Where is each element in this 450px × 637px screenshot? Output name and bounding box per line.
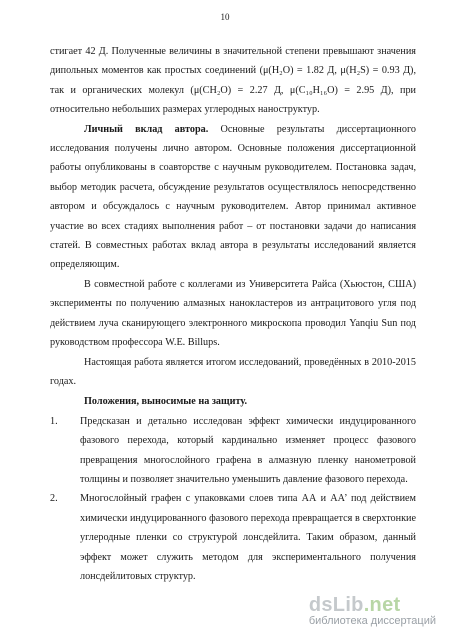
- author-contribution-heading: Личный вклад автора.: [84, 123, 209, 135]
- watermark-logo-accent: .net: [363, 594, 401, 616]
- paragraph-author-contribution: [50, 120, 416, 275]
- document-body: [50, 42, 416, 586]
- watermark-tagline: библиотека диссертаций: [308, 615, 436, 627]
- dslib-watermark: [309, 594, 436, 627]
- list-item: [50, 412, 416, 490]
- paragraph-joint-work: В совместной работе с коллегами из Университета Райса (Хьюстон, США) эксперименты по получению алмазных нанокластеров из антрацитового угля под действием луча сканирующего электронного микроскопа проводил Yanqiu Sun под руководством профессора W.E. Billups.: [50, 278, 416, 349]
- page-number: 10: [220, 12, 230, 22]
- watermark-logo: [309, 594, 436, 617]
- list-item-text: Многослойный графен с упаковками слоев типа АА и АА’ под действием химически индуцированного фазового перехода превращается в сверхтонкие углеродные пленки со структурой лонсдейлита. Таким образом, данный эффект может служить методом для экспериментального получения лонсдейлитовых структур.: [80, 493, 416, 582]
- list-item-text: Предсказан и детально исследован эффект химически индуцированного фазового перехода, который кардинально изменяет процесс фазового превращения многослойного графена в алмазную пленку нанометровой толщины и позволяет значительно уменьшить давление фазового перехода.: [80, 415, 416, 485]
- defense-heading: Положения, выносимые на защиту.: [84, 396, 247, 408]
- list-item: [50, 489, 416, 586]
- author-contribution-text: Основные результаты диссертационного исследования получены лично автором. Основные положения диссертационной работы опубликованы в соавторстве с научным руководителем. Постановка задач, выбор методик расчета, обсуждение результатов осуществлялось непосредственно автором и обсуждалось с научным руководителем. Автор принимал активное участие во всех стадиях выполнения работ – от постановки задачи до написания статей. В совместных работах вклад автора в результаты исследований является определяющим.: [50, 123, 416, 271]
- watermark-logo-main: dsLib: [308, 594, 364, 616]
- list-item-number: 2.: [50, 493, 58, 505]
- paragraph-dipole-moments: стигает 42 Д. Полученные величины в значительной степени превышают значения дипольных моментов как простых соединений (μ(H₂O) = 1.82 Д, μ(H₂S) = 0.93 Д), так и органических молекул (μ(CH₂O) = 2.27 Д, μ(C₁₀H₁₆O) = 2.95 Д), при относительно небольших размерах углеродных наноструктур.: [50, 46, 416, 116]
- list-item-number: 1.: [50, 415, 58, 427]
- paragraph-period: Настоящая работа является итогом исследований, проведённых в 2010-2015 годах.: [50, 356, 416, 387]
